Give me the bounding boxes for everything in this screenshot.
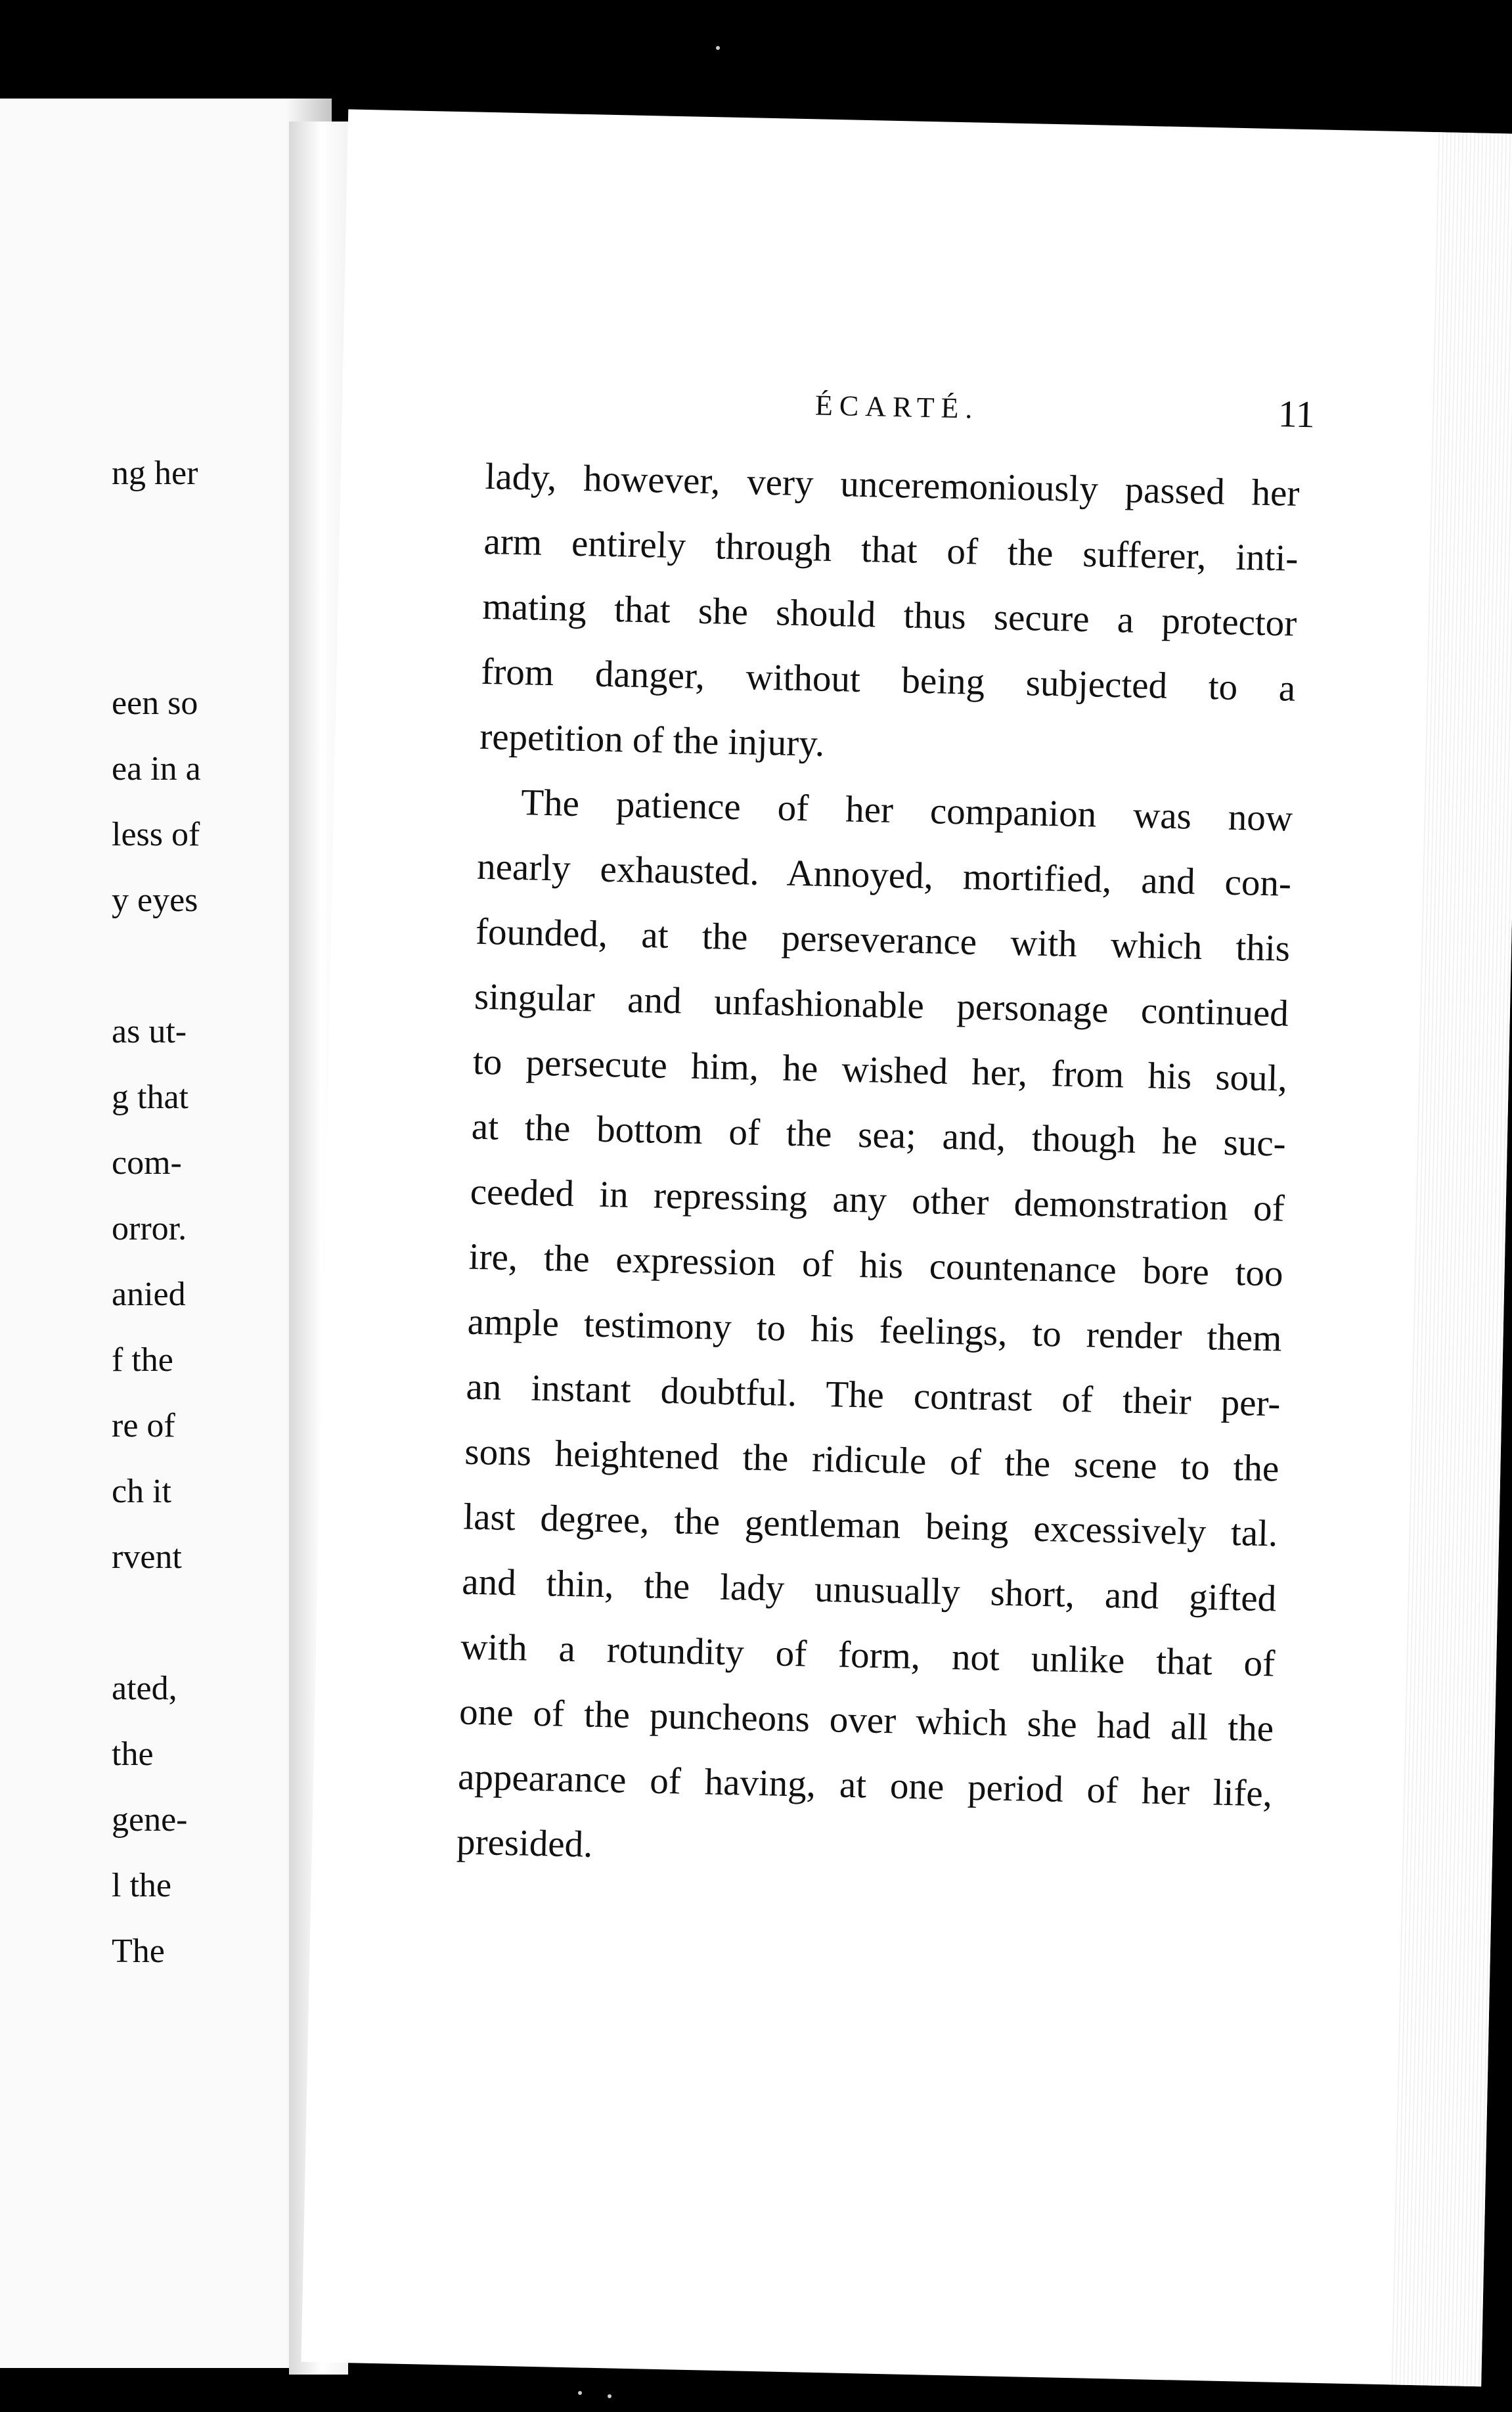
right-page bbox=[301, 109, 1512, 2386]
page-number: 11 bbox=[1278, 392, 1316, 436]
text-line: repetition of the injury. bbox=[479, 715, 825, 765]
text-line: from danger, without being subjected to a bbox=[480, 650, 1296, 709]
scan-speck bbox=[608, 2394, 611, 2398]
paragraph-1 bbox=[479, 444, 1300, 786]
text-line: ceeded in repressing any other demonstration of bbox=[470, 1171, 1285, 1230]
left-page-line: less of bbox=[112, 816, 200, 853]
text-line: appearance of having, at one period of her life, bbox=[457, 1756, 1273, 1815]
left-page-line: orror. bbox=[112, 1210, 187, 1247]
text-line: one of the puncheons over which she had all the bbox=[458, 1691, 1274, 1750]
left-page-line: y eyes bbox=[112, 882, 198, 919]
left-page-line: f the bbox=[112, 1341, 173, 1379]
text-line: founded, at the perseverance with which this bbox=[475, 910, 1291, 970]
text-line: singular and unfashionable personage continued bbox=[474, 975, 1289, 1035]
left-page-line: l the bbox=[112, 1867, 171, 1904]
text-line: an instant doubtful. The contrast of their per- bbox=[465, 1366, 1281, 1425]
text-line: sons heightened the ridicule of the scene to the bbox=[464, 1431, 1279, 1490]
body-text bbox=[456, 444, 1300, 1891]
left-page-line: anied bbox=[112, 1276, 186, 1313]
text-line: with a rotundity of form, not unlike that of bbox=[460, 1626, 1276, 1685]
left-page-line: re of bbox=[112, 1407, 175, 1444]
text-line: The patience of her companion was now bbox=[520, 782, 1293, 839]
left-page-line: the bbox=[112, 1735, 154, 1773]
text-line: presided. bbox=[456, 1821, 594, 1865]
scan-speck bbox=[578, 2391, 582, 2395]
text-line: to persecute him, he wished her, from his soul, bbox=[472, 1040, 1288, 1100]
left-page-line: ch it bbox=[112, 1473, 171, 1510]
text-line: and thin, the lady unusually short, and gifted bbox=[461, 1561, 1277, 1620]
left-page-line: rvent bbox=[112, 1538, 182, 1576]
text-line: ample testimony to his feelings, to render them bbox=[467, 1301, 1283, 1360]
left-page-line: een so bbox=[112, 684, 198, 722]
text-line: arm entirely through that of the sufferer, inti- bbox=[483, 520, 1299, 579]
text-line: last degree, the gentleman being excessively tal. bbox=[462, 1496, 1278, 1555]
text-line: mating that she should thus secure a protector bbox=[481, 585, 1297, 644]
text-line: at the bottom of the sea; and, though he suc- bbox=[471, 1106, 1287, 1165]
text-line: ire, the expression of his countenance bore too bbox=[468, 1236, 1284, 1295]
left-page-line: g that bbox=[112, 1079, 189, 1116]
left-page-line: ng her bbox=[112, 455, 198, 492]
left-page-line: as ut- bbox=[112, 1013, 187, 1050]
scan-speck bbox=[716, 46, 720, 50]
left-page-line: gene- bbox=[112, 1801, 188, 1839]
text-line: nearly exhausted. Annoyed, mortified, and con- bbox=[476, 845, 1292, 904]
paragraph-2 bbox=[456, 769, 1293, 1892]
left-page-line: com- bbox=[112, 1144, 182, 1182]
left-page bbox=[0, 99, 332, 2368]
left-page-line: The bbox=[112, 1932, 165, 1970]
left-page-line: ated, bbox=[112, 1670, 177, 1707]
left-page-line: ea in a bbox=[112, 750, 201, 788]
text-line: lady, however, very unceremoniously passed her bbox=[485, 455, 1301, 514]
running-head: ÉCARTÉ. bbox=[814, 389, 979, 425]
